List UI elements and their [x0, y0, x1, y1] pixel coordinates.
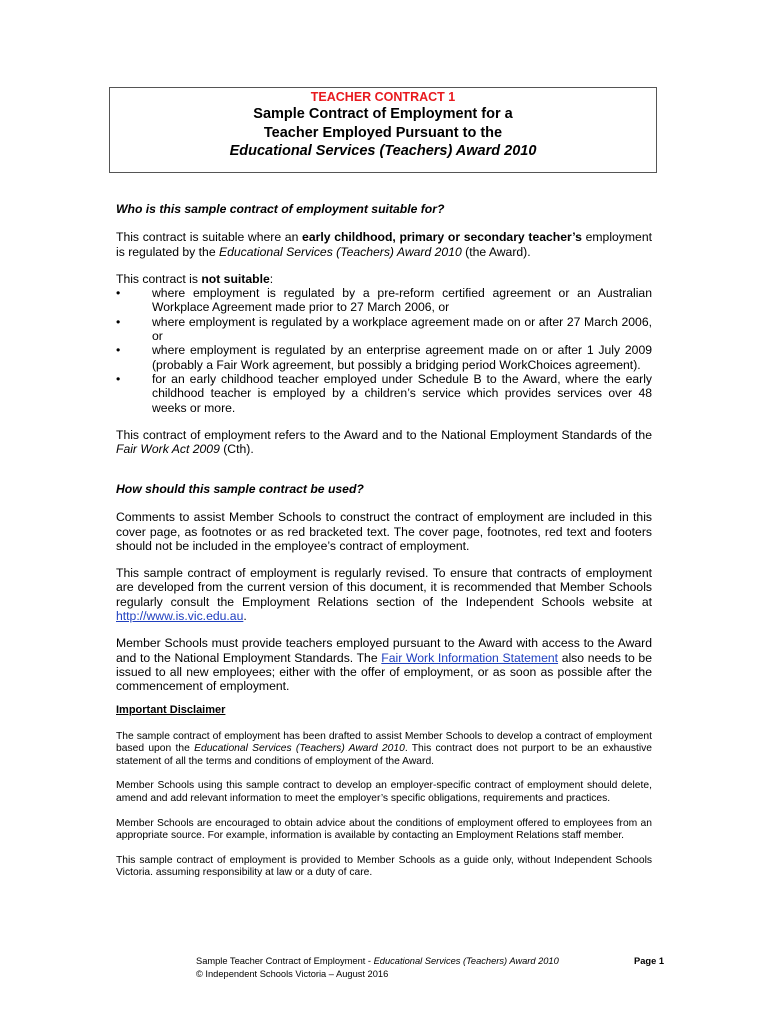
- section-usage: [116, 482, 652, 694]
- text: The sample contract of employment has been drafted to assist Member Schools to develop a contract of employment based upon the: [116, 730, 652, 755]
- list-item: [116, 315, 652, 344]
- text: Member Schools must provide teachers employed pursuant to the Award with access to the Award and to the National Employment Standards. The: [116, 636, 652, 665]
- page-footer: [196, 955, 664, 980]
- text: :: [269, 271, 274, 286]
- para-fair-work: [116, 636, 652, 693]
- title-box: [109, 87, 657, 173]
- text: This contract of employment refers to the Award and to the National Employment Standards of the: [116, 427, 652, 442]
- text: employment is regulated by the: [116, 230, 652, 259]
- fair-work-statement-link[interactable]: Fair Work Information Statement: [381, 650, 559, 665]
- para-not-suitable: [116, 272, 652, 286]
- disclaimer-para-4: This sample contract of employment is provided to Member Schools as a guide only, without Independent Schools Victoria. assuming responsibility at law or a duty of care.: [116, 854, 652, 879]
- text: for an early childhood teacher employed under Schedule B to the Award, where the early childhood teacher is employed by a children’s service which provides services over 48 weeks or more.: [152, 371, 652, 415]
- para-revised: [116, 566, 652, 623]
- text: where employment is regulated by a pre-reform certified agreement or an Australian Workplace Agreement made prior to 27 March 2006, or: [152, 286, 652, 315]
- section-suitable: [116, 202, 652, 456]
- disclaimer-para-3: Member Schools are encouraged to obtain advice about the conditions of employment offered to employees from an appropriate source. For example, information is available by contacting an Employment Relations staff member.: [116, 817, 652, 842]
- contract-label: TEACHER CONTRACT 1: [310, 90, 456, 104]
- title-line-2: Teacher Employed Pursuant to the: [263, 124, 503, 141]
- text-italic: Educational Services (Teachers) Award 2010: [218, 244, 462, 259]
- disclaimer-para-2: Member Schools using this sample contract to develop an employer-specific contract of employment should delete, amend and add relevant information to meet the employer’s specific obligations, requirements and practices.: [116, 780, 652, 804]
- text-italic: Fair Work Act 2009: [116, 442, 220, 457]
- text: (Cth).: [219, 442, 254, 457]
- footer-title: [196, 955, 559, 968]
- text: Sample Teacher Contract of Employment -: [196, 956, 374, 966]
- text: where employment is regulated by a workplace agreement made on or after 27 March 2006, or: [152, 314, 652, 344]
- title-line-3: Educational Services (Teachers) Award 2010: [229, 143, 537, 159]
- text: . This contract does not purport to be an exhaustive statement of all the terms and conditions of employment of the Award.: [116, 743, 652, 767]
- para-comments: Comments to assist Member Schools to construct the contract of employment are included in this cover page, as footnotes or as red bracketed text. The cover page, footnotes, red text and footers should not be included in the employee’s contract of employment.: [116, 510, 652, 553]
- text: This contract is suitable where an: [116, 230, 303, 245]
- text-bold: not suitable: [201, 271, 270, 286]
- text-bold: early childhood, primary or secondary teacher’s: [302, 230, 582, 245]
- disclaimer-section: [116, 704, 652, 880]
- text: .: [243, 609, 247, 624]
- bullet: •: [116, 286, 121, 301]
- list-item: [116, 343, 652, 372]
- disclaimer-para-1: [116, 731, 652, 769]
- question-usage: How should this sample contract be used?: [116, 482, 364, 496]
- para-suitable: [116, 230, 652, 259]
- isv-website-link[interactable]: http://www.is.vic.edu.au: [116, 609, 244, 624]
- title-line-1: Sample Contract of Employment for a: [253, 106, 513, 122]
- disclaimer-heading: Important Disclaimer: [116, 704, 226, 716]
- bullet: •: [116, 371, 121, 386]
- bullet: •: [116, 314, 121, 329]
- footer-copyright: © Independent Schools Victoria – August 2016: [196, 968, 389, 979]
- text: This contract is: [116, 271, 202, 286]
- list-item: [116, 286, 652, 315]
- page-number: Page 1: [634, 956, 664, 966]
- para-award-refs: [116, 428, 652, 457]
- question-suitable: Who is this sample contract of employment suitable for?: [116, 202, 445, 216]
- list-item: [116, 372, 652, 415]
- text: where employment is regulated by an enterprise agreement made on or after 1 July 2009 (probably a Fair Work agreement, but possibly a bridging period WorkChoices agreement).: [152, 343, 652, 372]
- text-italic: Educational Services (Teachers) Award 2010: [194, 743, 405, 755]
- bullet: •: [116, 343, 121, 358]
- not-suitable-list: [116, 286, 652, 415]
- text: This sample contract of employment is regularly revised. To ensure that contracts of employment are developed from the current version of this document, it is recommended that Member Schools regularly consult the Employment Relations section of the Independent Schools website at: [116, 566, 652, 609]
- text: also needs to be issued to all new employees; either with the offer of employment, or as soon as possible after the commencement of employment.: [116, 650, 652, 694]
- text-italic: Educational Services (Teachers) Award 2010: [373, 956, 559, 966]
- text: (the Award).: [461, 244, 531, 259]
